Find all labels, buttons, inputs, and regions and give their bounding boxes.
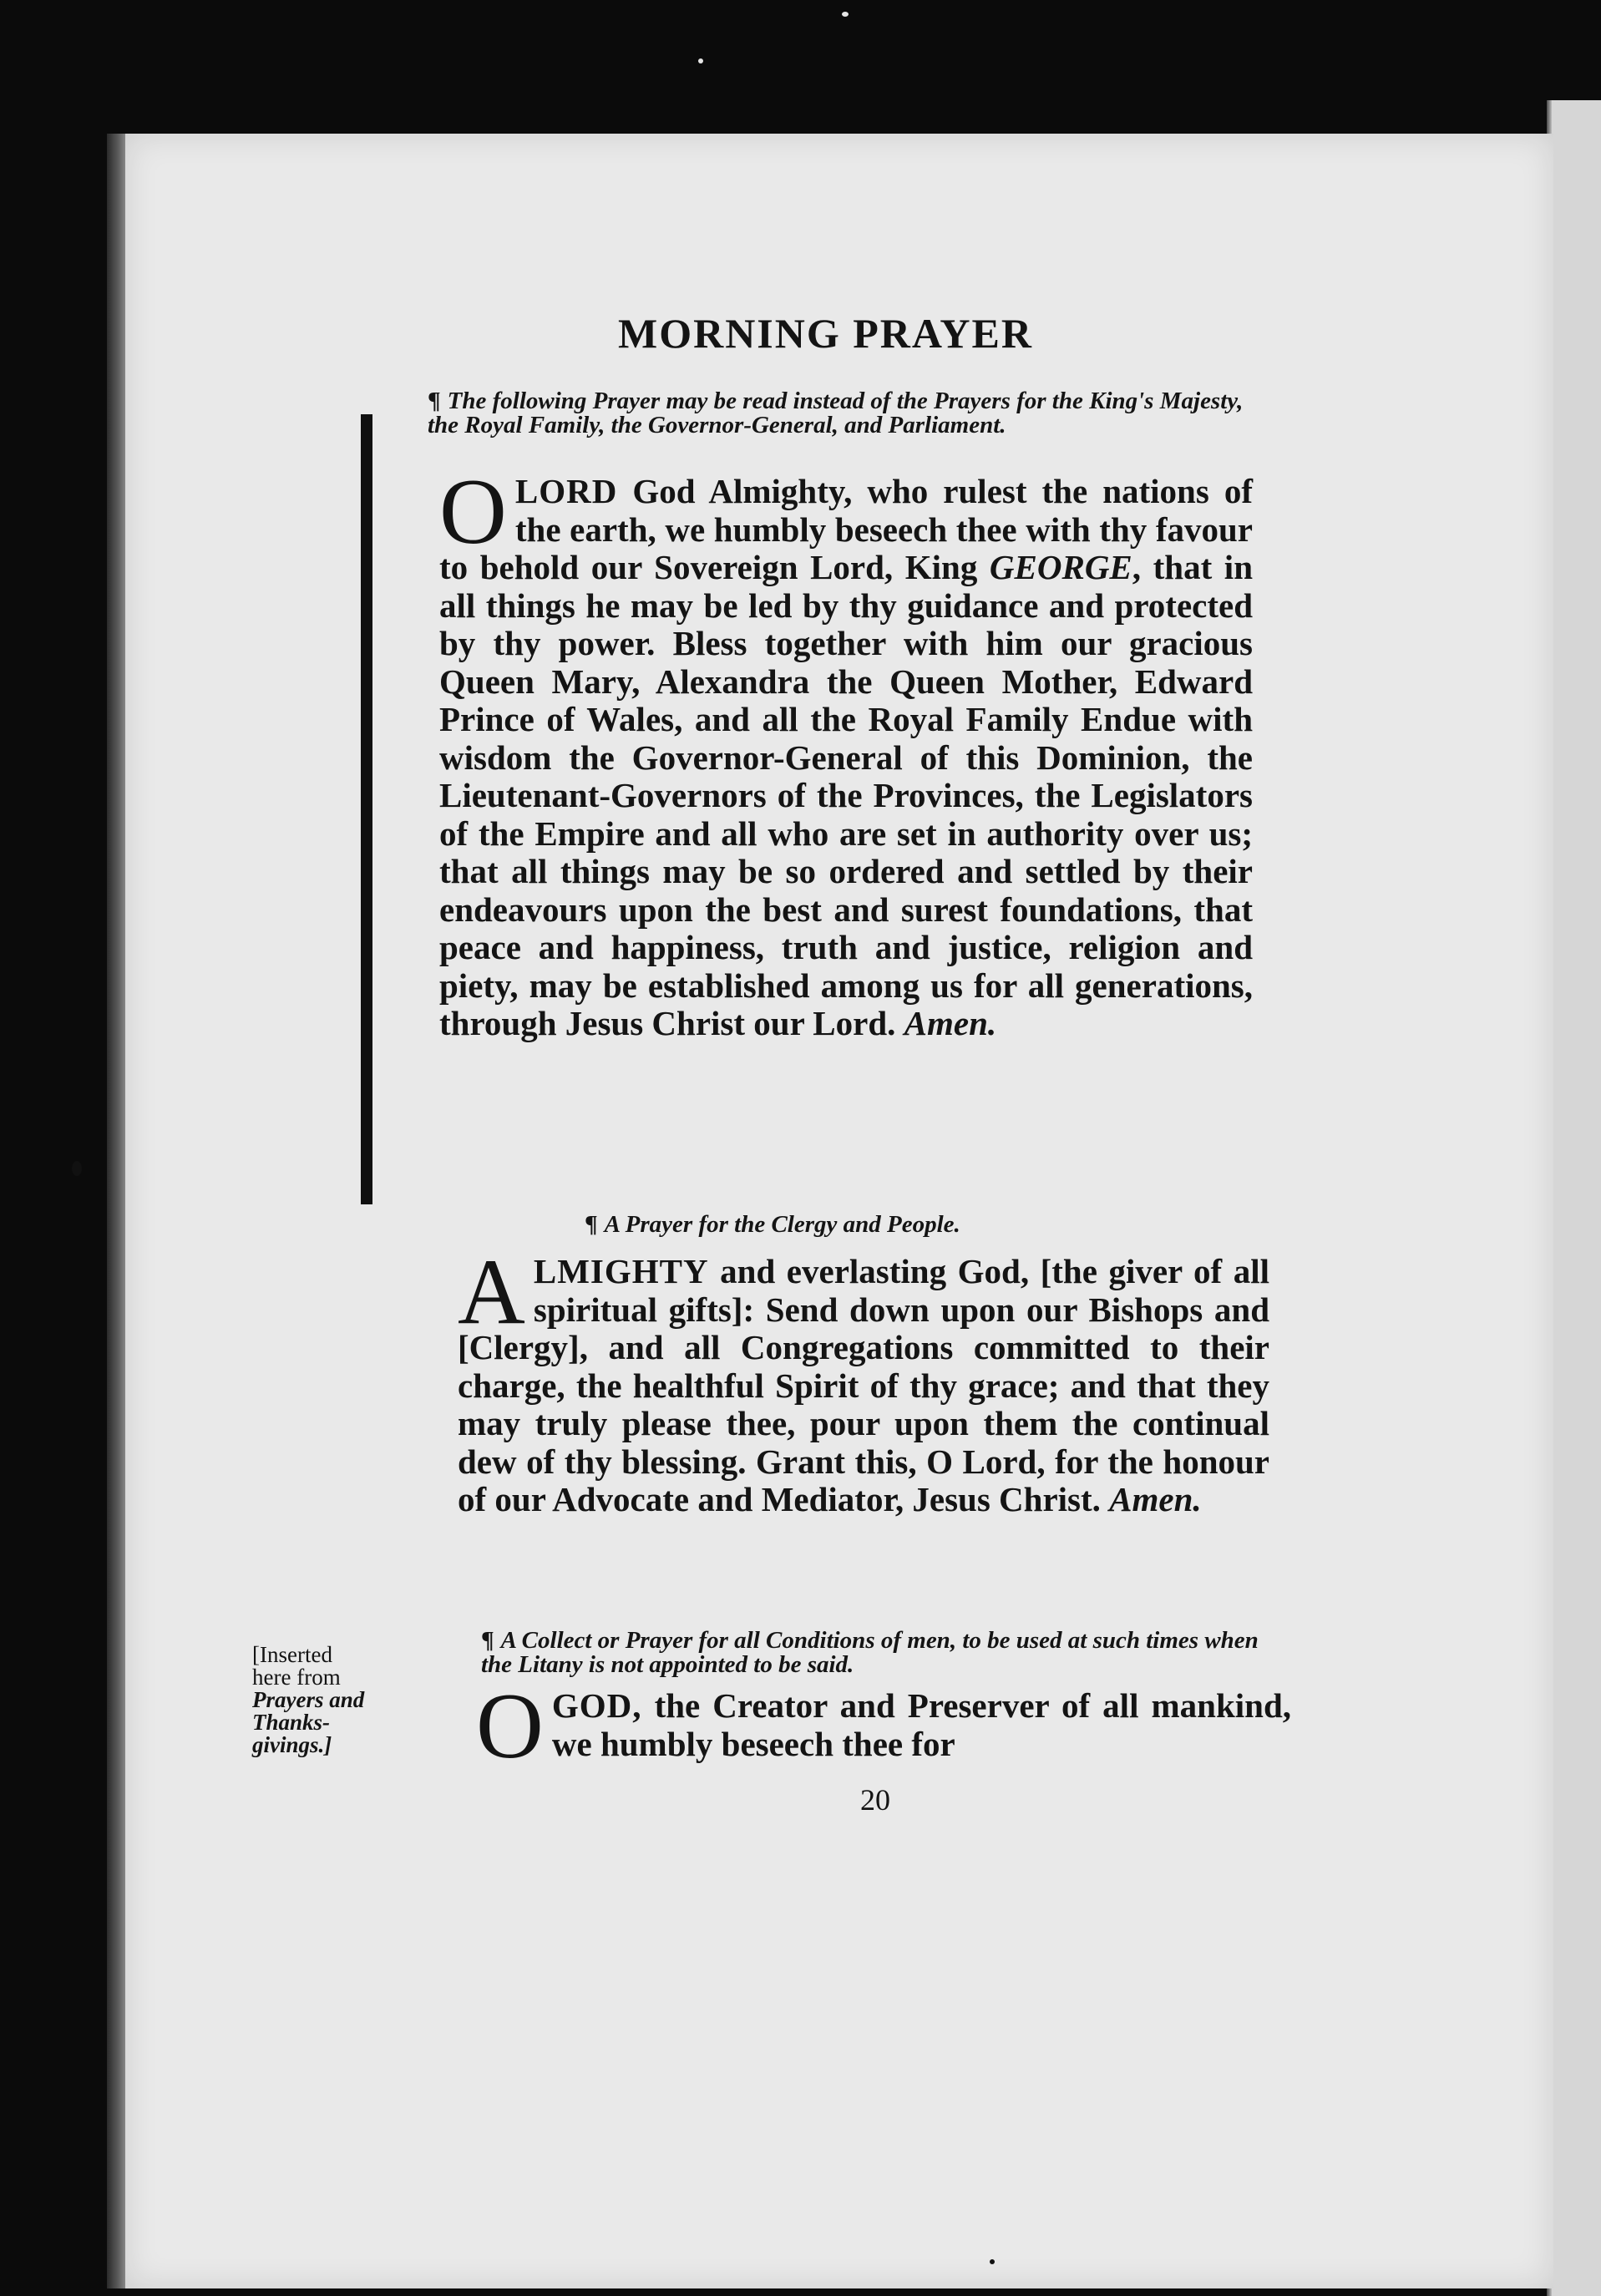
pilcrow-mark: ¶ [481,1627,494,1654]
prayer-lead-word: GOD, [551,1686,642,1725]
prayer-for-clergy [458,1240,1269,1519]
rubric-following-prayer [428,389,1263,438]
amen: Amen. [1109,1480,1202,1518]
pilcrow-mark: ¶ [428,388,441,414]
prayer-all-conditions [476,1675,1291,1778]
margin-note [252,1644,436,1756]
margin-note-line: givings.] [252,1732,332,1757]
prayer-text: the Creator and Preserver of all mankind, we humbly beseech thee for [551,1686,1291,1763]
sovereign-name: GEORGE [989,548,1132,586]
running-title: MORNING PRAYER [618,310,1033,357]
rubric-clergy-and-people [585,1213,1253,1237]
rubric-text: A Collect or Prayer for all Conditions of men, to be used at such times when the Litany is not appointed to be said. [481,1627,1259,1678]
prayer-lead-word: LMIGHTY [533,1252,709,1290]
rubric-collect-all-conditions [481,1629,1283,1677]
scan-speck [842,12,849,17]
scan-speck [698,58,703,63]
margin-note-line: here from [252,1665,341,1690]
amen: Amen. [904,1004,997,1042]
drop-cap: O [476,1675,544,1778]
margin-rule-bar [361,414,372,1204]
prayer-text: and everlasting God, [the giver of all spiritual gifts]: Send down upon our Bishops and [Clergy], and all Congregations committed to their charge, the healthful Spirit of thy grace; and that they may truly please thee, pour upon them the continual dew of thy blessing. Grant this, O Lord, for the honour of our Advocate and Mediator, Jesus Christ. [458,1252,1269,1518]
prayer-lead-word: LORD [514,472,618,510]
margin-note-line: Prayers and [252,1687,365,1712]
scan-speck [72,1161,82,1176]
adjacent-page-edge [1552,100,1601,2296]
rubric-text: A Prayer for the Clergy and People. [604,1211,960,1238]
prayer-text: God Almighty, who rulest the nations of the earth, we humbly beseech thee with thy favour to behold our Sovereign Lord, King [439,472,1253,586]
margin-note-line: [Inserted [252,1642,332,1667]
drop-cap: A [458,1240,525,1344]
prayer-for-sovereign [439,460,1253,1043]
rubric-text: The following Prayer may be read instead of the Prayers for the King's Majesty, the Royal Family, the Governor-General, and Parliament. [428,388,1244,438]
pilcrow-mark: ¶ [585,1211,598,1238]
prayer-text: , that in all things he may be led by thy guidance and protected by thy power. Bless together with him our gracious Queen Mary, Alexandra the Queen Mother, Edward Prince of Wales, and all the Royal Family Endue with wisdom the Governor-General of this Dominion, the Lieutenant-Governors of the Provinces, the Legislators of the Empire and all who are set in authority over us; that all things may be so ordered and settled by their endeavours upon the best and surest foundations, that peace and happiness, truth and justice, religion and piety, may be established among us for all generations, through Jesus Christ our Lord. [439,548,1253,1042]
drop-cap: O [439,460,507,564]
scan-speck [990,2259,995,2264]
margin-note-line: Thanks- [252,1710,331,1735]
page-number: 20 [860,1783,890,1817]
